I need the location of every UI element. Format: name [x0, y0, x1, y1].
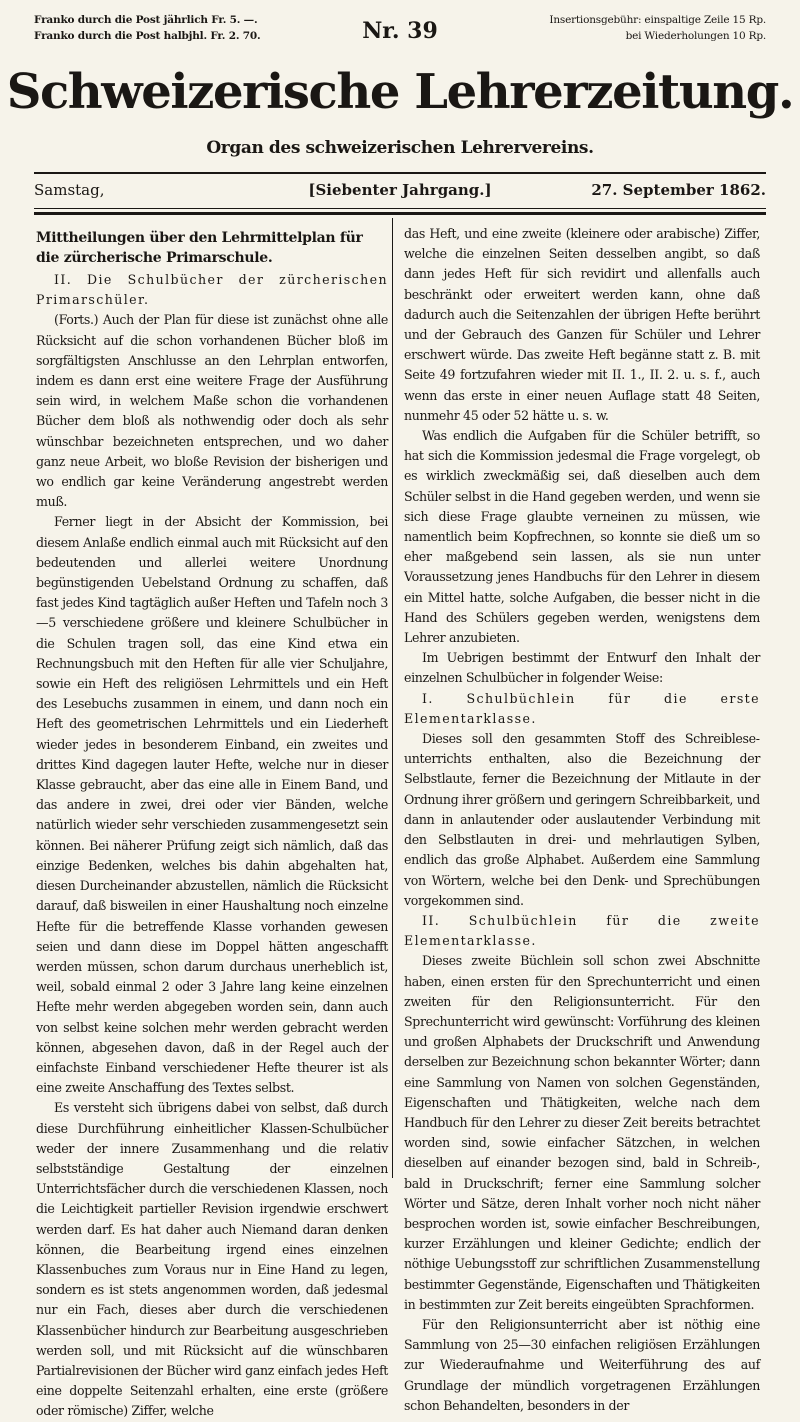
top-rule [34, 172, 766, 174]
section-heading: II. Die Schulbücher der zürcherischen Primarschüler. [36, 272, 388, 308]
paragraph: Was endlich die Aufgaben für die Schüler betrifft, so hat sich die Kommission jedesmal die Frage vorgelegt, ob es wirklich zweckmäßig sei, daß dieselben auch dem Schüler selbst in die Hand gegeben werden, und wenn sie sich diese Frage glaubte verneinen zu müssen, wie namentlich beim Kopfrechnen, so konnte sie dieß um so eher maßgebend sein lassen, als sie nun unter Voraussetzung jenes Handbuchs für den Lehrer in diesem ein Mittel hatte, solche Aufgaben, die besser nicht in die Hand des Schülers gegeben werden, wenigstens dem Lehrer anzubieten. [404, 428, 760, 646]
paragraph: Für den Religionsunterricht aber ist nöthig eine Sammlung von 25—30 einfachen religiösen Erzählungen zur Wiederaufnahme und Weiterführung des auf Grundlage der mündlich vorgetragenen Erzählungen schon Behandelten, besonders in der [404, 1316, 760, 1413]
insertion-fee-line: Insertionsgebühr: einspaltige Zeile 15 Rp. [549, 14, 766, 26]
paragraph: Es versteht sich übrigens dabei von selbst, daß durch diese Durchführung einheitlicher Klassen-Schulbücher weder der innere Zusammenhang und die relativ selbstständige Gestaltung der einzelnen Unterrichtsfächer durch die verschiedenen Klassen, noch die Leichtigkeit partieller Revision irgendwie erschwert werden darf. Es hat daher auch Niemand daran denken können, die Bearbeitung irgend eines einzelnen Klassenbuches zum Voraus nur in Eine Hand zu legen, sondern es ist stets angenommen worden, daß jedesmal nur ein Fach, dieses aber durch die verschiedenen Klassenbücher hindurch zur Bearbeitung ausgeschrieben werden soll, und mit Rücksicht auf die wünschbaren Partialrevisionen der Bücher wird ganz einfach jedes Heft eine doppelte Seitenzahl erhalten, eine erste (größere oder römische) Ziffer, welche [36, 1100, 388, 1419]
book-2-heading: II. Schulbüchlein für die zweite Elementarklasse. [404, 912, 760, 949]
paragraph: das Heft, und eine zweite (kleinere oder arabische) Ziffer, welche die einzelnen Seiten desselben angibt, so daß dann jedes Heft für sich revidirt und allenfalls auch beschränkt oder erweitert werden kann, ohne daß dadurch auch die Seitenzahlen der übrigen Hefte berührt und der Gebrauch des Ganzen für Schüler und Lehrer erschwert würde. Das zweite Heft begänne statt z. B. mit Seite 49 fortzufahren wieder mit II. 1., II. 2. u. s. f., auch wenn das erste in einer neuen Auflage statt 48 Seiten, nunmehr 45 oder 52 hätte u. s. w. [404, 226, 760, 423]
paragraph: (Forts.) Auch der Plan für diese ist zunächst ohne alle Rücksicht auf die schon vorhandenen Bücher bloß im sorgfältigsten Anschlusse an den Lehrplan entworfen, indem es dann erst eine weitere Frage der Ausführung sein wird, in welchem Maße schon die vorhandenen Bücher dem bloß als nothwendig oder doch als sehr wünschbar bezeichneten entsprechen, und wo daher ganz neue Arbeit, wo bloße Revision der bisherigen und wo endlich gar keine Veränderung angestrebt werden muß. [36, 312, 388, 510]
dateline-rule-thin [34, 208, 766, 209]
paragraph: Dieses soll den gesammten Stoff des Schreibleseunterrichts enthalten, also die Bezeichnung der Selbstlaute, ferner die Bezeichnung der Mitlaute in der Ordnung ihrer größern und geringern Schreibbarkeit, und dann in anlautender oder auslautender Verbindung mit den Selbstlauten in drei- und mehrlautigen Sylben, endlich das große Alphabet. Außerdem eine Sammlung von Wörtern, welche bei den Denk- und Sprechübungen vorgekommen sind. [404, 731, 760, 908]
dateline-rule-thick [34, 212, 766, 215]
book-1-heading: I. Schulbüchlein für die erste Elementarklasse. [404, 690, 760, 726]
paragraph: Ferner liegt in der Absicht der Kommission, bei diesem Anlaße endlich einmal auch mit Rücksicht auf den bedeutenden und allerlei weitere Unordnung begünstigenden Uebelstand Ordnung zu schaffen, daß fast jedes Kind tagtäglich außer Heften und Tafeln noch 3—5 verschiedene größere und kleinere Schulbücher in die Schulen tragen soll, das eine Kind etwa ein Rechnungsbuch mit den Heften für alle vier Schuljahre, sowie ein Heft des religiösen Lehrmittels und ein Heft des Lesebuchs zusammen in einem, und dann noch ein Heft des geometrischen Lehrmittels und ein Liederheft wieder jedes in besonderem Einband, ein zweites und drittes Kind dagegen lauter Hefte, welche nur in dieser Klasse gebraucht, aber das eine alle in Einem Band, und das andere in zwei, drei oder vier Bänden, welche natürlich wieder sehr verschieden zusammengesetzt sein können. Bei näherer Prüfung zeigt sich nämlich, daß das einzige Bedenken, welches bis dahin abgehalten hat, diesen Durcheinander abzustellen, nämlich die Rücksicht darauf, daß bisweilen in einer Haushaltung noch einzelne Hefte für die betreffende Klasse vorhanden gewesen seien und dann diese im Doppel hätten angeschafft werden müssen, schon darum durchaus unerheblich ist, weil, sobald einmal 2 oder 3 Jahre lang keine einzelnen Hefte mehr werden abgegeben worden sein, dann auch von selbst keine solchen mehr werden gebracht werden können, abgesehen davon, daß in der Regel auch der einfachste Einband verschiedener Hefte theurer ist als eine zweite Anschaffung des Textes selbst. [36, 514, 388, 1096]
price-half-year: Franko durch die Post halbjhl. Fr. 2. 70. [34, 30, 261, 42]
issue-number: Nr. 39 [362, 18, 438, 44]
newspaper-title: Schweizerische Lehrerzeitung. [6, 64, 794, 120]
insertion-repeat-line: bei Wiederholungen 10 Rp. [625, 30, 766, 42]
paragraph: Im Uebrigen bestimmt der Entwurf den Inhalt der einzelnen Schulbücher in folgender Weise: [404, 650, 760, 686]
article-title: Mittheilungen über den Lehrmittelplan für die zürcherische Primarschule. [36, 230, 363, 266]
newspaper-subtitle: Organ des schweizerischen Lehrervereins. [206, 138, 594, 158]
left-column [36, 224, 388, 1422]
right-column [404, 224, 760, 1416]
price-annual: Franko durch die Post jährlich Fr. 5. —. [34, 14, 258, 26]
day-label: Samstag, [34, 181, 105, 199]
paragraph: Dieses zweite Büchlein soll schon zwei Abschnitte haben, einen ersten für den Sprechunterricht und einen zweiten für den Religionsunterricht. Für den Sprechunterricht wird gewünscht: Vorführung des kleinen und großen Alphabets der Druckschrift und Anwendung derselben zur Bezeichnung schon bekannter Wörter; dann eine Sammlung von Namen von solchen Gegenständen, Eigenschaften und Thätigkeiten, welche nach dem Handbuch für den Lehrer zu dieser Zeit bereits betrachtet worden sind, sowie einfacher Sätzchen, in welchen dieselben auf einander bezogen sind, bald in Schreib-, bald in Druckschrift; ferner eine Sammlung solcher Wörter und Sätze, deren Inhalt vorher noch nicht näher besprochen worden ist, sowie einfacher Beschreibungen, kurzer Erzählungen und kleiner Gedichte; endlich der nöthige Uebungsstoff zur schriftlichen Zusammenstellung bestimmter Gegenstände, Eigenschaften und Thätigkeiten in bestimmten zur Zeit bereits eingeübten Sprachformen. [404, 953, 760, 1312]
insertion-fees [549, 12, 766, 44]
dateline [34, 181, 766, 205]
column-divider [392, 218, 393, 1178]
date-label: 27. September 1862. [591, 181, 766, 199]
volume-label: [Siebenter Jahrgang.] [308, 181, 492, 199]
